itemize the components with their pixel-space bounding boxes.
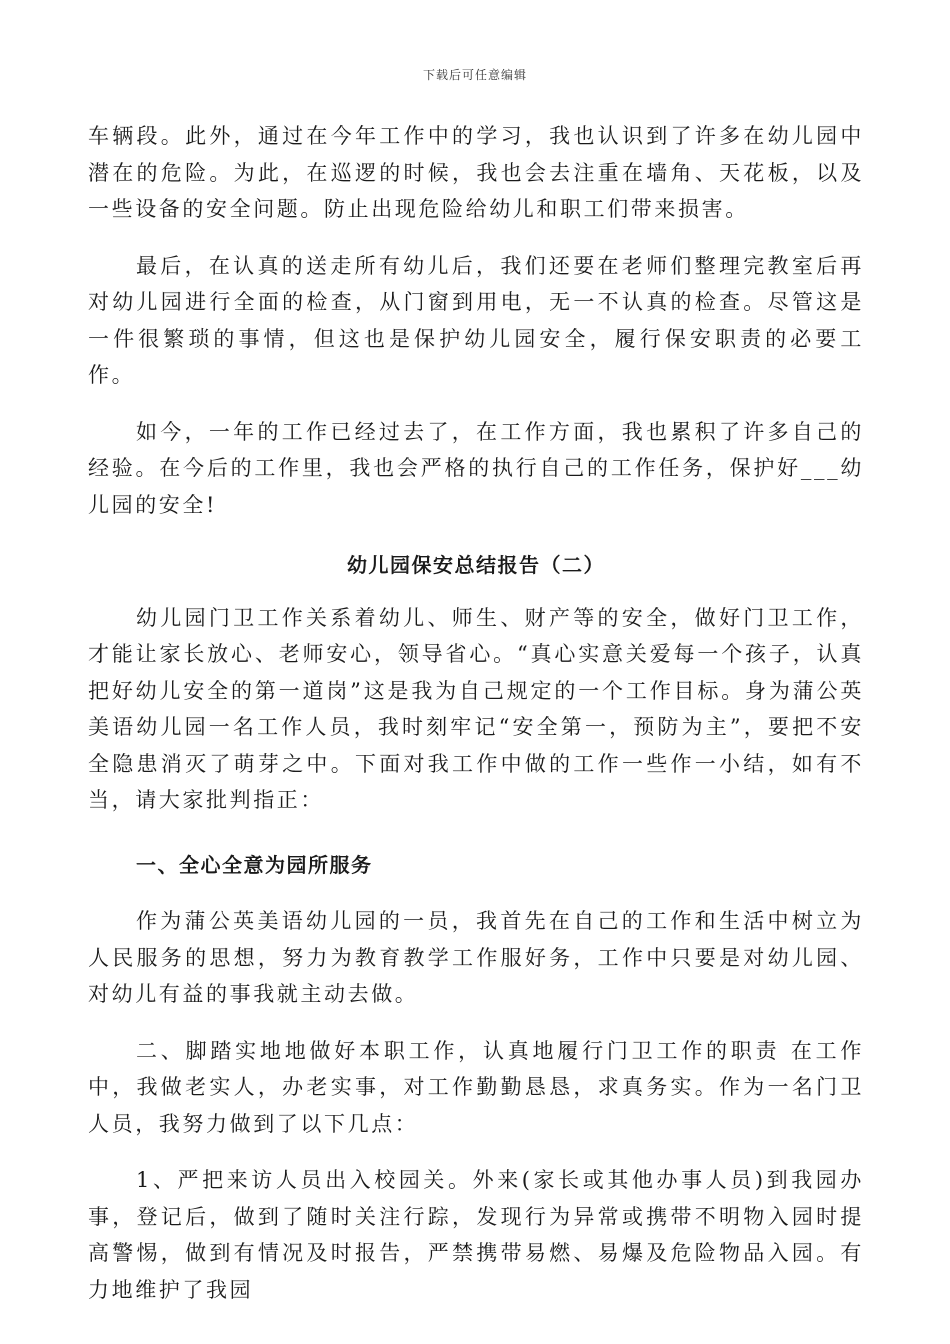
paragraph-4: 幼儿园门卫工作关系着幼儿、师生、财产等的安全，做好门卫工作，才能让家长放心、老师安心，领导省心。“真心实意关爱每一个孩子，认真把好幼儿安全的第一道岗”这是我为自己规定的一个工作目标。身为蒲公英美语幼儿园一名工作人员，我时刻牢记“安全第一，预防为主”，要把不安全隐患消灭了萌芽之中。下面对我工作中做的工作一些作一小结，如有不当，请大家批判指正： bbox=[88, 605, 864, 812]
document-body bbox=[88, 118, 864, 1308]
page-header: 下载后可任意编辑 bbox=[422, 68, 527, 82]
paragraph-1: 车辆段。此外，通过在今年工作中的学习，我也认识到了许多在幼儿园中潜在的危险。为此，在巡逻的时候，我也会去注重在墙角、天花板，以及一些设备的安全问题。防止出现危险给幼儿和职工们带来损害。 bbox=[88, 124, 864, 221]
paragraph-6: 二、脚踏实地地做好本职工作，认真地履行门卫工作的职责 在工作中，我做老实人，办老实事，对工作勤勤恳恳，求真务实。作为一名门卫人员，我努力做到了以下几点： bbox=[88, 1038, 864, 1136]
section-heading-1: 一、全心全意为园所服务 bbox=[136, 852, 373, 877]
paragraph-2: 最后，在认真的送走所有幼儿后，我们还要在老师们整理完教室后再对幼儿园进行全面的检查，从门窗到用电，无一不认真的检查。尽管这是一件很繁琐的事情，但这也是保护幼儿园安全，履行保安职责的必要工作。 bbox=[88, 253, 864, 387]
paragraph-3: 如今，一年的工作已经过去了，在工作方面，我也累积了许多自己的经验。在今后的工作里，我也会严格的执行自己的工作任务，保护好___幼儿园的安全! bbox=[88, 419, 864, 517]
paragraph-7: 1、严把来访人员出入校园关。外来(家长或其他办事人员)到我园办事，登记后，做到了随时关注行踪，发现行为异常或携带不明物入园时提高警惕，做到有情况及时报告，严禁携带易燃、易爆及危险物品入园。有力地维护了我园 bbox=[88, 1168, 864, 1302]
paragraph-5: 作为蒲公英美语幼儿园的一员，我首先在自己的工作和生活中树立为人民服务的思想，努力为教育教学工作服好务，工作中只要是对幼儿园、对幼儿有益的事我就主动去做。 bbox=[88, 909, 864, 1006]
section-title: 幼儿园保安总结报告（二） bbox=[347, 553, 605, 577]
